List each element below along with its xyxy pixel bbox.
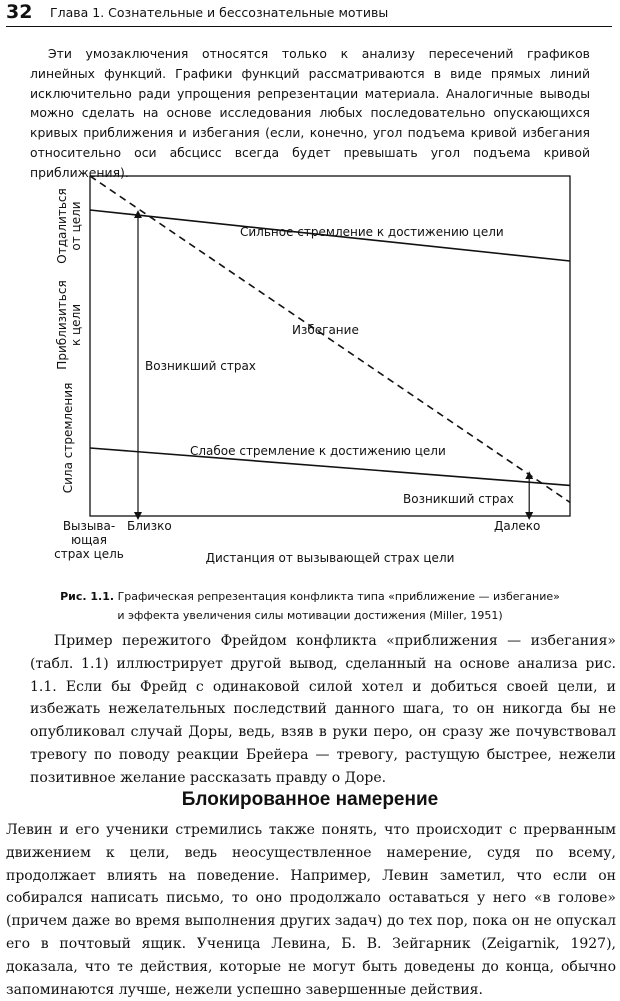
figure-caption	[20, 587, 600, 625]
y-label-move-away-line1: Отдалиться	[55, 188, 69, 264]
section-paragraph: Левин и его ученики стремились также понять, что происходит с прерванным движением к цели, ведь неосуществленное намерение, судя по всему, продолжает влиять на поведение. Например, Левин заметил, что если он собирался написать письмо, то оно продолжало оставаться у него «в голове» (причем даже во время выполнения других задач) до тех пор, пока он не опускал его в почтовый ящик. Ученица Левина, Б. В. Зейгарник (Zeigarnik, 1927), доказала, что те действия, которые не могут быть доведены до конца, обычно запоминаются лучше, нежели успешно завершенные действия.	[6, 822, 616, 998]
caption-text-1: Графическая репрезентация конфликта типа «приближение — избегание»	[117, 590, 560, 603]
x-origin-label-line3: страх цель	[54, 547, 124, 561]
section-heading: Блокированное намерение	[181, 789, 439, 810]
caption-line-1	[20, 587, 600, 606]
y-label-motivation-strength-line1: Сила стремления	[61, 382, 75, 494]
running-title: Глава 1. Сознательные и бессознательные мотивы	[50, 5, 389, 20]
series-label-weak-approach: Слабое стремление к достижению цели	[190, 444, 446, 458]
y-label-motivation-strength	[61, 383, 75, 494]
x-origin-label-line1: Вызыва-	[62, 519, 116, 533]
series-label-strong-approach: Сильное стремление к достижению цели	[240, 225, 504, 239]
y-label-move-away	[55, 188, 83, 263]
x-origin-label-line2: ющая	[71, 533, 107, 547]
figure-1-1	[0, 170, 620, 590]
chart-svg	[0, 170, 620, 590]
annotation-fear-far: Возникший страх	[403, 492, 514, 506]
x-near-label: Близко	[127, 519, 172, 533]
body-paragraph: Пример пережитого Фрейдом конфликта «приближения — избегания» (табл. 1.1) иллюстрирует другой вывод, сделанный на основе анализа рис. 1.1. Если бы Фрейд с одинаковой силой хотел и добиться своей цели, и избежать нежелательных последствий данного шага, то он никогда бы не опубликовал случай Доры, ведь, взяв в руки перо, он сразу же почувствовал тревогу по поводу реакции Брейера — тревогу, растущую быстрее, нежели позитивное желание рассказать правду о Доре.	[30, 633, 616, 786]
x-axis-title: Дистанция от вызывающей страх цели	[205, 551, 455, 565]
x-far-label: Далеко	[494, 519, 541, 533]
annotation-fear-near: Возникший страх	[145, 359, 256, 373]
y-label-approach	[55, 280, 83, 369]
caption-label: Рис. 1.1.	[60, 590, 115, 603]
y-label-approach-line2: к цели	[69, 303, 83, 347]
page-number: 32	[6, 1, 33, 23]
intro-paragraph: Эти умозаключения относятся только к анализу пересечений графиков линейных функций. Графики функций рассматриваются в виде прямых линий исключительно ради упрощения репрезентации материала. Аналогичные выводы можно сделать на основе исследования любых последовательно опускающихся кривых приближения и избегания (если, конечно, угол подъема кривой избегания относительно оси абсцисс всегда будет превышать угол подъема кривой приближения).	[30, 46, 590, 180]
page-header	[6, 2, 612, 27]
y-label-approach-line1: Приблизиться	[55, 280, 69, 370]
series-label-avoidance: Избегание	[292, 323, 359, 337]
caption-text-2: и эффекта увеличения силы мотивации достижения (Miller, 1951)	[117, 609, 503, 622]
y-label-move-away-line2: от цели	[69, 201, 83, 251]
